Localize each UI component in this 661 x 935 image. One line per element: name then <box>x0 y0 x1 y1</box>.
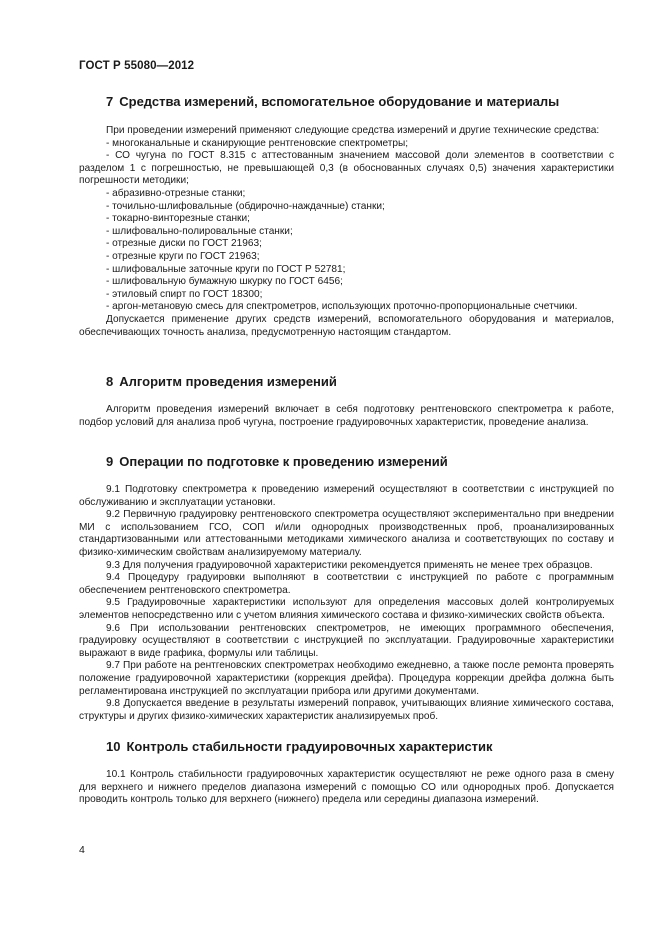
section-7-intro: При проведении измерений применяют следующие средства измерений и другие технические средства: <box>106 125 600 136</box>
section-7 <box>79 94 614 339</box>
section-9-number: 9 <box>106 454 114 469</box>
section-8-number: 8 <box>106 374 114 389</box>
section-7-content <box>79 125 614 339</box>
page-number: 4 <box>79 844 85 856</box>
clause-9-5: 9.5 Градуировочные характеристики используют для определения массовых долей контролируемых элементов непосредственно или с учетом влияния химического состава и физико-химических свойств объекта. <box>79 597 614 621</box>
section-8-paragraph: Алгоритм проведения измерений включает в себя подготовку рентгеновского спектрометра к работе, подбор условий для анализа проб чугуна, построение градуировочных характеристик, проведение анализа. <box>79 404 614 428</box>
section-10-number: 10 <box>106 739 121 754</box>
clause-9-8: 9.8 Допускается введение в результаты измерений поправок, учитывающих влияние химического состава, структуры и других физико-химических характеристик анализируемых проб. <box>79 698 614 722</box>
list-item: - отрезные диски по ГОСТ 21963; <box>106 238 262 250</box>
list-item: - СО чугуна по ГОСТ 8.315 с аттестованным значением массовой доли элементов в соответствии с разделом 1 с погрешностью, не превышающей 0,3 (в обоснованных случаях 0,5) значения характеристики погрешности методики; <box>79 150 614 187</box>
list-item: - точильно-шлифовальные (обдирочно-наждачные) станки; <box>106 200 385 212</box>
list-item: - шлифовальные заточные круги по ГОСТ Р 52781; <box>106 263 346 275</box>
section-8-heading <box>79 374 614 389</box>
list-item: - шлифовальную бумажную шкурку по ГОСТ 6456; <box>106 276 343 288</box>
clause-9-4: 9.4 Процедуру градуировки выполняют в соответствии с инструкцией по работе с программным обеспечением рентгеновского спектрометра. <box>79 572 614 596</box>
list-item: - токарно-винторезные станки; <box>106 213 250 225</box>
section-7-outro: Допускается применение других средств измерений, вспомогательного оборудования и материалов, обеспечивающих точность анализа, предусмотренную настоящим стандартом. <box>79 313 614 338</box>
clause-10-1: 10.1 Контроль стабильности градуировочных характеристик осуществляют не реже одного раза в смену для верхнего и нижнего пределов диапазона измерений с помощью СО или однородных проб. Допускается проводить контроль только для верхнего (нижнего) предела или середины диапазона измерений. <box>79 769 614 806</box>
list-item: - шлифовально-полировальные станки; <box>106 225 293 237</box>
section-8-content <box>79 404 614 429</box>
clause-9-7: 9.7 При работе на рентгеновских спектрометрах необходимо ежедневно, а также после ремонта проверять положение градуировочной характеристики (коррекция дрейфа). Процедура коррекции дрейфа должна быть регламентирована инструкцией по эксплуатации прибора или другими документами. <box>79 660 614 697</box>
clause-9-1: 9.1 Подготовку спектрометра к проведению измерений осуществляют в соответствии с инструкцией по обслуживанию и эксплуатации установки. <box>79 484 614 508</box>
section-8 <box>79 374 614 429</box>
section-10 <box>79 739 614 807</box>
section-10-title: Контроль стабильности градуировочных характеристик <box>126 739 493 754</box>
section-7-title: Средства измерений, вспомогательное оборудование и материалы <box>119 94 560 109</box>
document-id-header: ГОСТ Р 55080—2012 <box>79 60 195 72</box>
section-7-heading <box>79 94 614 109</box>
section-10-heading <box>79 739 614 754</box>
clause-9-3: 9.3 Для получения градуировочной характеристики рекомендуется применять не менее трех образцов. <box>106 559 593 571</box>
list-item: - аргон-метановую смесь для спектрометров, использующих проточно-пропорциональные счетчики. <box>106 301 578 313</box>
section-9-title: Операции по подготовке к проведению измерений <box>119 454 448 469</box>
section-9-heading <box>79 454 614 469</box>
section-9 <box>79 454 614 723</box>
section-10-content <box>79 769 614 807</box>
list-item: - отрезные круги по ГОСТ 21963; <box>106 250 260 262</box>
section-8-title: Алгоритм проведения измерений <box>119 374 337 389</box>
clause-9-2: 9.2 Первичную градуировку рентгеновского спектрометра осуществляют экспериментально при внедрении МИ с использованием ГСО, СОП и/или однородных производственных проб, проанализированных стандартизованными или аттестованными методиками химического анализа и соответствующих по составу и физико-химическим свойствам анализируемому материалу. <box>79 509 614 558</box>
list-item: - многоканальные и сканирующие рентгеновские спектрометры; <box>106 137 409 149</box>
section-7-number: 7 <box>106 94 114 109</box>
list-item: - этиловый спирт по ГОСТ 18300; <box>106 288 263 300</box>
clause-9-6: 9.6 При использовании рентгеновских спектрометров, не имеющих программного обеспечения, градуировку осуществляют в соответствии с инструкцией по эксплуатации. Градуировочные характеристики выражают в виде графика, формулы или таблицы. <box>79 622 614 659</box>
list-item: - абразивно-отрезные станки; <box>106 187 246 199</box>
section-9-content <box>79 484 614 723</box>
